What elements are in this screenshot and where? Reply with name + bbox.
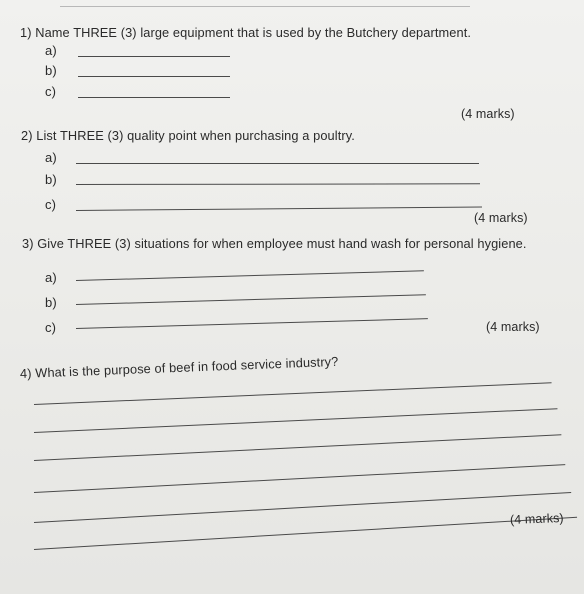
question-2-label-c: c) [45,197,57,212]
answer-line-1b[interactable] [78,76,230,77]
question-2-marks: (4 marks) [474,211,528,225]
question-3-marks: (4 marks) [486,320,540,334]
question-3-label-c: c) [45,320,57,335]
question-4-marks: (4 marks) [509,511,564,527]
answer-line-4c[interactable] [34,434,561,461]
question-2-label-a: a) [45,150,57,165]
answer-line-3c[interactable] [76,318,428,329]
answer-line-4f[interactable] [34,517,577,550]
question-1-marks: (4 marks) [461,107,515,121]
question-3-label-b: b) [45,295,57,310]
answer-line-1a[interactable] [78,56,230,57]
question-2-text: 2) List THREE (3) quality point when purchasing a poultry. [21,128,355,143]
question-2-label-b: b) [45,172,57,187]
question-3-text: 3) Give THREE (3) situations for when employee must hand wash for personal hygiene. [22,236,527,251]
question-1-text: 1) Name THREE (3) large equipment that is used by the Butchery department. [20,25,472,40]
answer-line-3a[interactable] [76,270,424,281]
answer-line-4e[interactable] [34,492,571,523]
question-1-label-b: b) [45,63,57,78]
answer-line-2b[interactable] [76,183,480,185]
answer-line-2a[interactable] [76,163,479,164]
question-3-label-a: a) [45,270,57,285]
page-top-rule [60,6,470,7]
answer-line-3b[interactable] [76,294,426,305]
answer-line-1c[interactable] [78,97,230,98]
answer-line-4a[interactable] [34,382,552,405]
question-4-text: 4) What is the purpose of beef in food service industry? [19,353,339,381]
answer-line-4b[interactable] [34,408,558,433]
question-1-label-a: a) [45,43,57,58]
question-1-label-c: c) [45,84,57,99]
answer-line-2c[interactable] [76,206,482,211]
answer-line-4d[interactable] [34,464,565,493]
